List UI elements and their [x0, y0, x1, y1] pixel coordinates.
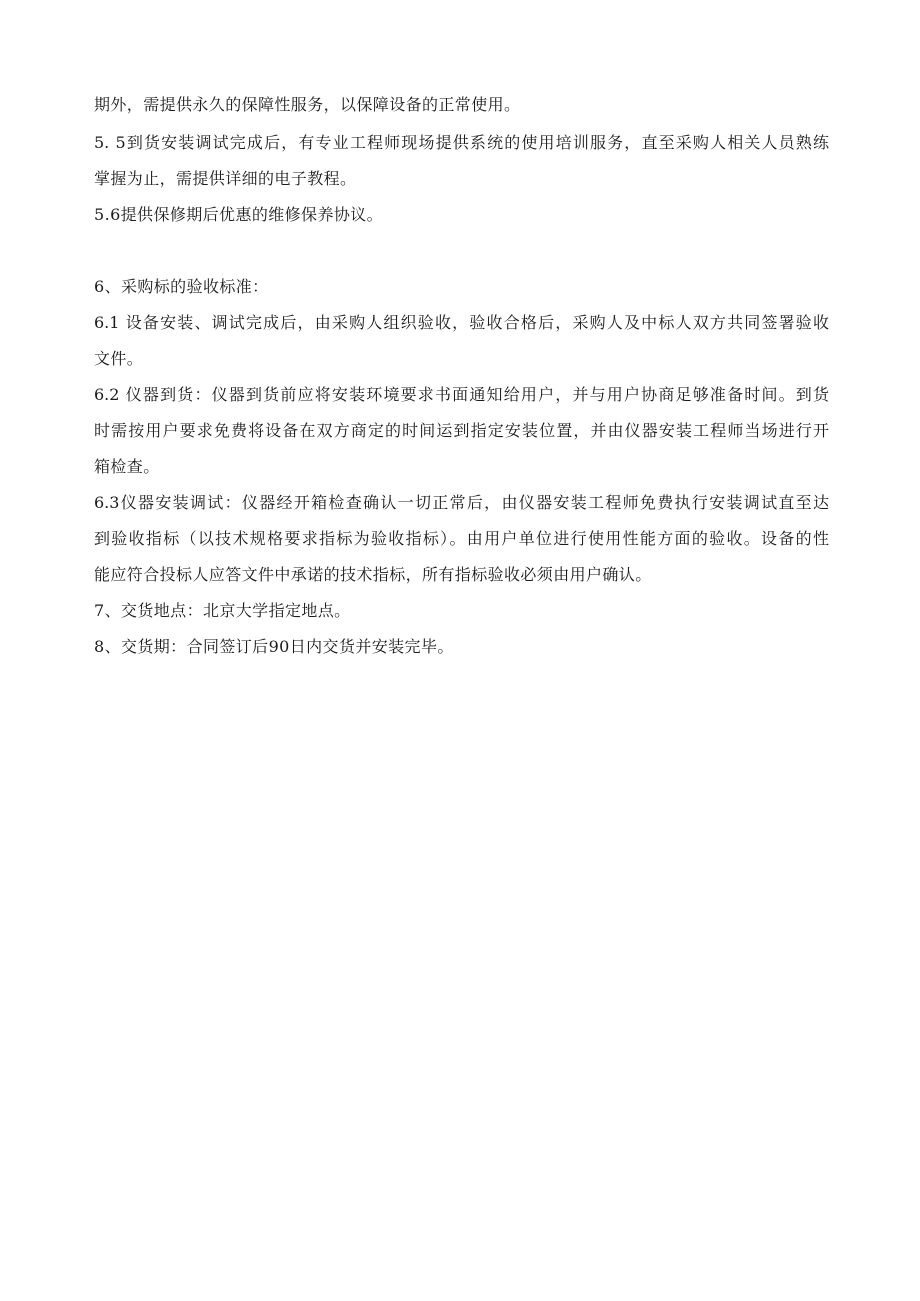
text-line: 期外，需提供永久的保障性服务，以保障设备的正常使用。: [94, 95, 521, 114]
text-line: 5. 5到货安装调试完成后，有专业工程师现场提供系统的使用培训服务，直至采购人相关人员熟练: [94, 133, 829, 152]
text-line: 能应符合投标人应答文件中承诺的技术指标，所有指标验收必须由用户确认。: [94, 565, 652, 584]
text-line: 箱检查。: [94, 457, 160, 476]
text-line: 6.3仪器安装调试：仪器经开箱检查确认一切正常后，由仪器安装工程师免费执行安装调试直至达: [94, 493, 829, 512]
text-line: 5.6提供保修期后优惠的维修保养协议。: [94, 205, 384, 224]
section-heading: 7、交货地点：北京大学指定地点。: [94, 601, 351, 620]
text-line: 6.1 设备安装、调试完成后，由采购人组织验收，验收合格后，采购人及中标人双方共同签署验收: [94, 313, 829, 332]
text-line: 6.2 仪器到货：仪器到货前应将安装环境要求书面通知给用户，并与用户协商足够准备时间。到货: [94, 385, 829, 404]
text-line: 掌握为止，需提供详细的电子教程。: [94, 169, 357, 188]
text-line: 到验收指标（以技术规格要求指标为验收指标）。由用户单位进行使用性能方面的验收。设备的性: [94, 529, 829, 548]
section-heading: 8、交货期：合同签订后90日内交货并安装完毕。: [94, 637, 454, 656]
section-heading: 6、采购标的验收标准：: [94, 277, 269, 296]
text-line: 时需按用户要求免费将设备在双方商定的时间运到指定安装位置，并由仪器安装工程师当场进行开: [94, 421, 829, 440]
text-line: 文件。: [94, 349, 144, 368]
